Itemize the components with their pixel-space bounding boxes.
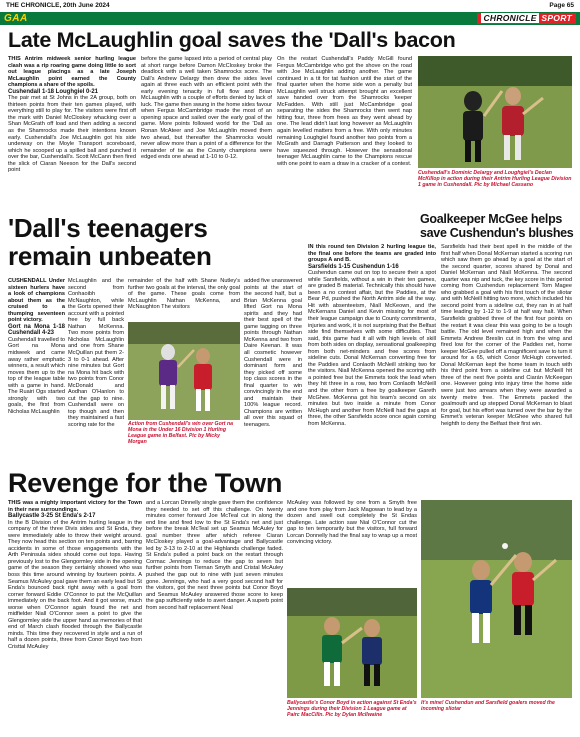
story2-body2: McLaughlin and the second from Conhaoibh McNaughton, while the Gorts opened their account with a pointed free by full back Nathan McKenna. Two more points from Nicholas McLaughlin and one from Shane McQuillan put them 2-3 to 0-1 ahead. After nine minutes but Gort na Mona hit back with two points from Conor McDonald and Aodhan O'Hanlon to cut the gap to nine. Cushendall were on top though and then they maintained a fast scoring rate for the	[68, 278, 124, 429]
story3-body2: Sarsfields had their best spell in the middle of the first half when Donal McKernan started a scoring run which saw them go ahead by a goal at the start of the second quarter, scores shared by Donal and Daniel McKernan and Niall McKenna. The second quarter was nip and tuck, the key score in this period coming from Cushendun replacement Tom Magee who grabbed a goal with his first touch of the sliotar and with McNeill hitting two more, which included his second point from a sideline cut, they ran in at half time leading by 1-12 to 1-9 at half way halt. When Sarsfields grabbed three of the first four points on the restart it was clear this was going to be a tough battle. The old level remained high and when the Emmets Andrew Breslin cut in from the wing and fired low for the corner of the Paddies net, home keeper McGee pulled off a magnificent save to turn it around for a 65, which Conor McHugh converted. Donal McKernan kept the home team in touch with his third point from a sideline cut but McNeill hit three of the next five points and Ciarán McKeegan one. However going into injury time the home side were just two arrears when they were awarded a twenty metre free. The Emmets packed the goalmouth and up stepped Donal McKernan to blast for goal, but his effort was turned over the bar by the Emmet's veteran keeper McGhee who shared full heighth to deny the Belfast their first win.	[441, 244, 572, 427]
story4-body3: McAuley was followed by one from a Smyth free and one from play from Jack Magowan to lead by a dozen and swell out completely the St Endas challenge. Late action saw Nial O'Connor cut the gap to ten temporarily but the visitors, full forward Lorcan Donnelly had the final say to wrap up a most convincing victory.	[287, 500, 417, 546]
story4-score: Ballycastle 3-25 St Enda's 2-17	[8, 513, 96, 520]
story2-intro: CUSHENDALL Under sixteen hurlers have a look of champions about them as the cruised to a thumping seventeen point victory.	[8, 278, 65, 324]
story3-headline-line1: Goalkeeper McGee helps	[420, 212, 563, 226]
story4-col1	[8, 500, 142, 734]
story4-intro: THIS was a mighty important victory for the Town in their new surroundings.	[8, 500, 142, 513]
story1-col2	[141, 56, 272, 210]
story1-body1: The pair met at St Johns in the 2A group, both on thirteen points from their ten games played, with everything still to play for. The visitors were first off the mark with Daniel McCloskey whacking over a Shan McGrath off load and then adding a second as the Shamrocks made their intentions known early. Cushendall's Joe McLaughlin got his side underway on the Moyle Transport scoreboard, which he scooped up a spilled ball and punched it over the bar, Cushendall's. Scott McCann then fired the slick of Ciaran Neeson for the Dall's second point	[8, 95, 136, 174]
story2-headline	[8, 214, 212, 270]
story4-photo1	[287, 588, 417, 698]
story2-body3: remainder of the half with Shane Nutley's further two goals at the interval, the only goal of the game. These goals come from McLaughlin Nathan McKenna, and McNaughton The visitors	[128, 278, 240, 311]
story2-col3	[128, 278, 240, 320]
story1-col1	[8, 56, 136, 210]
story4-body1: In the B Division of the Antrim hurling league in the company of the three Divis sides and St Enda, they were immediately able to throw their weight around. They now head this section on ten points and, barring accidents in some of those engagements with the Arth Peninsula sides should come out tops. Having previously lost to the Glengormley side in the opening game of the season they certainly showed who was boss this time around winning by fourteen points. A Seamus McAuley goal gave them an early lead but St Enda's bounced back right away with a goal from corner forward Eddie O'Connor to put the McQuillan immediately on the back foot. And it got worse, much worse when O'Connor again found the net and midfielder Niall O'Connor seen a point to give the Glengormley side the upper hand as memories of that end of March clash flooded through the Ballycastle minds. This time they recovered in style and a run of half a dozen points, three from Conor Boyd two from Cristtal McAuley	[8, 519, 142, 651]
story4-caption1: Ballycastle's Conor Boyd in action against St Enda's Jennings during their Division 1 League game at Pairc MacCilln. Pic by Dylan McIlwaine	[287, 700, 417, 718]
story4-body2: and a Lorcan Dinnelly single gave them the confidence they needed to set off this challenge. On twenty minutes corner forward Joe McTeal cut in along the end line and fired low to the St Enda's net and just before the break McTeal set up Seamus McAuley for goal number three after which referee Ciaran McCloskey played a goal-advantage and Ballycastle led by 3-13 to 2-10 at the Highlands challenge faded. St Enda's pulled a point back on the restart through Cormac Jennings to reduce the gap to seven but further points from Tiernan Smyth and Cristal McAuley pushed the gap out to nine with just seven minutes gone. Jennings, who had a very good second half for the visitors, got the next three points but Conor Boyd and Seamus McAuley answered those score to keep the gap sufficiently wide to avert danger. A superb point from second half replacement Neal	[146, 500, 283, 611]
chronicle-label: CHRONICLE	[483, 13, 537, 23]
page-header	[6, 2, 574, 12]
story2-body1: Cushendall travelled to Gort na Mona midweek and came away rather emphatic winners, a result which moves them up to the top of the league table with a game in hand. The Ruairi Ogs started strongly with two goals, the first from Nicholas McLaughlin	[8, 336, 65, 415]
header-page-number: Page 65	[549, 2, 574, 9]
story2-col1	[8, 278, 65, 463]
story2-caption: Action from Cushendall's win over Gort na Mona in the Under 16 Division 1 Hurling League game in Belfast. Pic by Micky Morgan	[128, 421, 233, 445]
story2-photo	[128, 322, 240, 420]
story1-caption: Cushendall's Dominic Delargy and Loughgiel's Declan McKillop in action during their Antrim Hurling League Division 1 game in Cushendall. Pic by Michael Cassano	[418, 170, 572, 188]
story1-body3: On the restart Cushendall's Paddy McGill found Fergus McCambridge who got the shove on the road with Joe McLaughlin adding another. The game continued in a tit for tat fashion until the start of the final quarter when the home side won a penalty but McLaughlin well struck attempt brought an excellent save handed over from the Shamrocks 'keeper McFadden. With still just McCambridge goal separating the sides the Shamrocks then went nap hitting four, three from frees as they went ahead by one. The lead didn't last long however as McLaughlin again levelled matters from a free. With only minutes remaining Loughgiel found another two points from a McGrath and Darragh Patterson and they looked to have squeezed through. However the sensational teenager McLaughlin came to the Champions rescue with one point to earn a draw in a cracker of a contest.	[277, 56, 412, 167]
story3-score: Sarsfields 1-15 Cushendun 1-16	[308, 263, 399, 270]
story2-score: Gort na Mona 1-18 Cushendall 4-23	[8, 323, 65, 337]
chronicle-sport-tag	[477, 13, 576, 24]
story1-body2: before the game lapsed into a period of central play at short range before Damon McCloskey broke the deadlock with a well taken Shamrocks score. The Dall's Andrew Delargy then drew the sides level again at three each with an efficient point with the early evening tenacity in full flow and Brian McLaughlin with a couple of efforts denied by lack of luck. The game then swung in the home sides favour when Fergus McCambridge made the most of an opening space and sailed over the early goal of the game. More points followed world for the 'Dall as Ronan McAteer and Joe McLaughlin moved them two ahead, but thereafter the Shamrocks would never allow more than a point of a difference for the remainder of tie as the County champions were edged ends one ahead at 1-10 to 0-12.	[141, 56, 272, 161]
story3-col1	[308, 244, 436, 466]
story1-col3	[277, 56, 412, 210]
story3-intro: IN this round ten Division 2 hurling league tie, the final one before the teams are graded into groups A and B.	[308, 244, 436, 264]
story2-body4: added five unanswered points at the start of the second half, but a Brian McKenna goal lifted Gort na Mona spirits and they had their best spell of the game tagging on three points through Nathan McKenna and two from Daire Keenan. It was all cosmetic however Cushendall were in dominant form and they picked off some top class scores in the final quarter to win convincingly in the end and maintain their 100% league record. Champions are written all over this squad of teenagers.	[244, 278, 302, 429]
story4-photo2	[421, 500, 572, 698]
story4-headline: Revenge for the Town	[8, 468, 283, 498]
story3-body1: Cushendun came out on top to secure their a spot while Sarsfields, without a win in their ten games, are graded B material. Technically this should have been a no contest affair, but the Paddies, at the Bear Pd, pushed the North Antrim side all the way. Hit with absenteeism, Niall McKeown, and the McKernans Daniel and Kevin missing for most of their league campaign due to County commitments, injuries and work, it is not surprising that the Belfast side find themselves with some difficulties. That said, this game had it all with high levels of skill from both sides on display, sensational goalkeeping from both net-minders and free scores from sideline cuts. Donal McKernan converting free for the Paddies and Conlaoth McNeill striking two for the visitors. Niall McKenna opened the scoring with a pointed free but the Emmets took the lead when they hit three in a row, two from Conlaoth McNeill and the other from a free by goalkeeper Gareth McGhee. McKenna got his team's second on six minutes but two inside a minute from Conor McHugh and another from McNeill had the gaps at three, the other Sarsfields score once again coming from McKenna.	[308, 270, 436, 427]
sport-label: SPORT	[541, 13, 572, 23]
gaa-logo: GAA	[4, 13, 28, 24]
story4-col2	[146, 500, 283, 734]
story2-headline-line1: 'Dall's teenagers	[8, 213, 208, 243]
story2-col2	[68, 278, 124, 463]
story1-score: Cushendall 1-18 Loughgiel 0-21	[8, 88, 99, 95]
story2-headline-line2: remain unbeaten	[8, 241, 212, 271]
story1-photo	[418, 56, 572, 168]
story3-col2	[441, 244, 572, 466]
story1-intro: THIS Antrim midweek senior hurling league clash was a rip roaring game doing little to sort out league placings as a late Joseph McLaughlin point earned the County champions a share of the spoils.	[8, 56, 136, 89]
story2-col4	[244, 278, 302, 463]
story1-headline: Late McLaughlin goal saves the 'Dall's bacon	[8, 28, 456, 52]
story3-headline-line2: save Cushendun's blushes	[420, 226, 574, 240]
story4-caption2: It's mine! Cushendun and Sarsfield goalers moved the incoming sliotar	[421, 700, 555, 712]
header-date: THE CHRONICLE, 20th June 2024	[6, 2, 110, 9]
story4-col3	[287, 500, 417, 586]
story3-headline	[420, 212, 573, 240]
